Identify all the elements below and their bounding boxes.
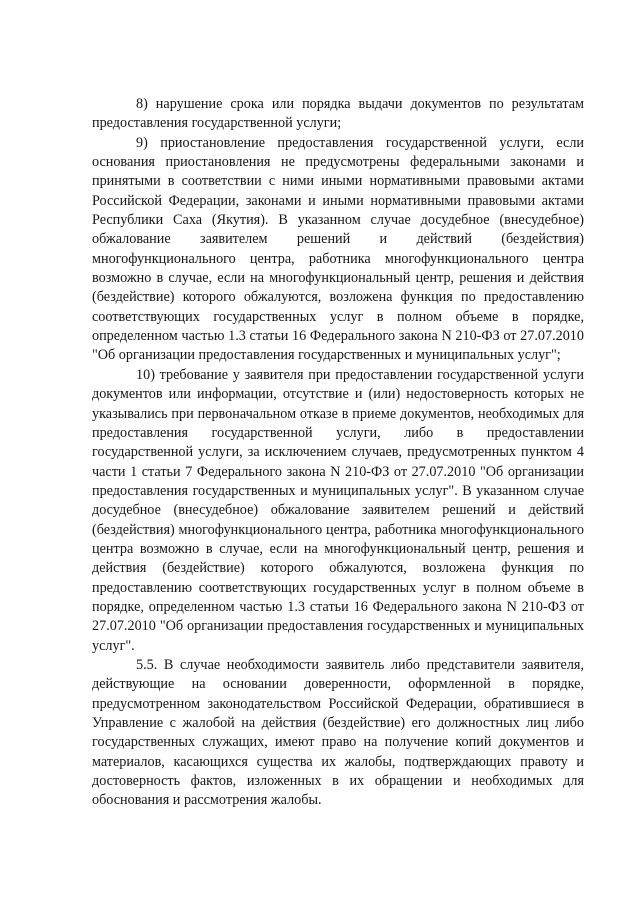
paragraph-item-8: 8) нарушение срока или порядка выдачи документов по результатам предоставления государственной услуги; [92, 96, 584, 132]
document-body [92, 95, 584, 811]
paragraph-section-5-5: 5.5. В случае необходимости заявитель либо представители заявителя, действующие на основании доверенности, оформленной в порядке, предусмотренном законодательством Российской Федерации, обратившиеся в Управление с жалобой на действия (бездействие) его должностных лиц либо государственных служащих, имеют право на получение копий документов и материалов, касающихся существа их жалобы, подтверждающих правоту и достоверность фактов, изложенных в их обращении и необходимых для обоснования и рассмотрения жалобы. [92, 656, 584, 809]
paragraph-item-9: 9) приостановление предоставления государственной услуги, если основания приостановления не предусмотрены федеральными законами и принятыми в соответствии с ними иными нормативными правовыми актами Российской Федерации, законами и иными нормативными правовыми актами Республики Саха (Якутия). В указанном случае досудебное (внесудебное) обжалование заявителем решений и действий (бездействия) многофункционального центра, работника многофункционального центра возможно в случае, если на многофункциональный центр, решения и действия (бездействие) которого обжалуются, возложена функция по предоставлению соответствующих государственных услуг в полном объеме в порядке, определенном частью 1.3 статьи 16 Федерального закона N 210-ФЗ от 27.07.2010 "Об организации предоставления государственных и муниципальных услуг"; [92, 134, 584, 364]
paragraph-item-10: 10) требование у заявителя при предоставлении государственной услуги документов или информации, отсутствие и (или) недостоверность которых не указывались при первоначальном отказе в приеме документов, необходимых для предоставления государственной услуги, либо в предоставлении государственной услуги, за исключением случаев, предусмотренных пунктом 4 части 1 статьи 7 Федерального закона N 210-ФЗ от 27.07.2010 "Об организации предоставления государственных и муниципальных услуг". В указанном случае досудебное (внесудебное) обжалование заявителем решений и действий (бездействия) многофункционального центра, работника многофункционального центра возможно в случае, если на многофункциональный центр, решения и действия (бездействие) которого обжалуются, возложена функция по предоставлению соответствующих государственных услуг в полном объеме в порядке, определенном частью 1.3 статьи 16 Федерального закона N 210-ФЗ от 27.07.2010 "Об организации предоставления государственных и муниципальных услуг". [92, 366, 584, 654]
